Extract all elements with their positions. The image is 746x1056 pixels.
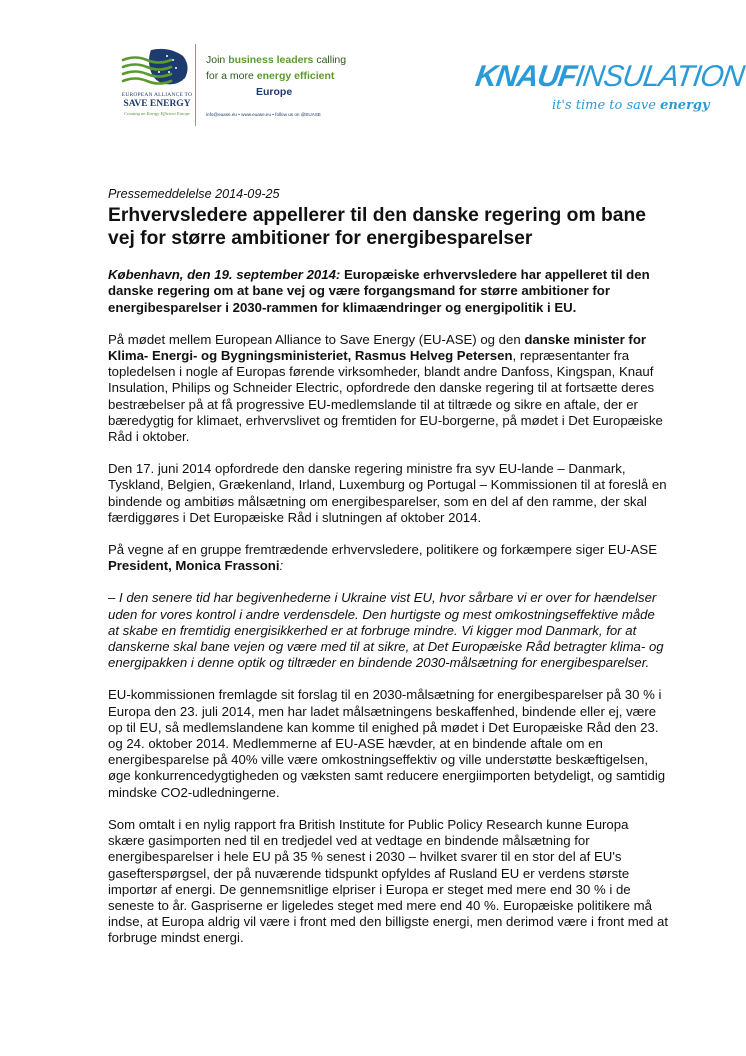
join-line1-post: calling (313, 54, 347, 66)
knauf-tagline-pre: it's time to save (552, 98, 661, 113)
paragraph-president-intro-part1: På vegne af en gruppe fremtrædende erhvervsledere, politikere og forkæmpere siger EU-ASE (108, 542, 658, 558)
join-banner-line3: Europe (256, 86, 293, 98)
knauf-tagline (552, 98, 710, 113)
join-line1-pre: Join (206, 54, 229, 66)
lead-location-date: København, den 19. september 2014: (108, 267, 341, 283)
euase-logo (117, 48, 193, 124)
paragraph-meeting (108, 332, 668, 445)
join-banner (198, 50, 346, 124)
president-quote: – I den senere tid har begivenhederne i Ukraine vist EU, hvor sårbare vi er over for hændelser uden for vores kontrol i andre verdensdele. Den hurtigste og mest omkostningseffektive måde at skabe en fremtidig energisikkerhed er at forbruge mindre. Vi kigger mod Danmark, for at danskerne skal bane vejen og være med til at sikre, at Det Europæiske Råd betragter klima- og energipakken i denne optik og tiltræder en bindende 2030-målsætning for energibesparelser. (108, 590, 664, 671)
paragraph-president-intro (108, 542, 668, 574)
paragraph-commission: EU-kommissionen fremlagde sit forslag til en 2030-målsætning for energibesparelser på 30 % i Europa den 23. juli 2014, men har ladet målsætningens beskaffenhed, bindende eller ej, være op til EU, så medlemslandene kan komme til enighed på mødet i Det Europæiske Råd den 23. og 24. oktober 2014. Medlemmerne af EU-ASE hævder, at en bindende aftale om en energibesparelse på 40% ville være omkostningseffektiv og ville understøtte beskæftigelsen, øge konkurrencedygtigheden og væksten samt reducere energiimporten betydeligt, og samtidig mindske CO2-udledningerne. (108, 687, 666, 800)
minister-name: danske minister for Klima- Energi- og Bygningsministeriet, Rasmus Helveg Petersen (108, 331, 647, 364)
press-release-title: Erhvervsledere appellerer til den danske regering om bane vej for større ambitioner for energibesparelser (108, 205, 646, 250)
euase-logo-tagline: Creating an Energy Efficient Europe (124, 111, 190, 116)
knauf-wordmark-thin: INSULATION (573, 60, 746, 93)
join-banner-contact: info@euase.eu • www.euase.eu • follow us on @EUASE (206, 112, 321, 117)
knauf-insulation-logo (473, 60, 746, 124)
join-line2-green: energy efficient (256, 70, 335, 82)
join-line2-pre: for a more (206, 70, 257, 82)
president-name: President, Monica Frassoni (108, 558, 280, 574)
lead-text: Europæiske erhvervsledere har appelleret til den danske regering om at bane vej og være forgangsmand for større ambitioner for energibesparelser i 2030-rammen for klimaændringer og energipolitik i EU. (108, 267, 650, 315)
paragraph-report: Som omtalt i en nylig rapport fra British Institute for Public Policy Research kunne Europa skære gasimporten ned til en tredjedel ved at vedtage en bindende målsætning for energibesparelser i hele EU på 35 % senest i 2030 – hvilket svarer til en stor del af EU's gasefterspørgsel, der på nuværende tidspunkt opfyldes af Rusland EU er verdens største importør af energi. De gennemsnitlige elpriser i Europa er steget med mere end 30 % i de seneste to år. Gaspriserne er ligeledes steget med mere end 40 %. Europæiske politikere må indse, at Europa aldrig vil være i front med den billigste energi, men derimod være i front med at forbruge mindst energi. (108, 816, 669, 946)
join-banner-line2 (206, 70, 334, 82)
euase-logo-line1: EUROPEAN ALLIANCE TO (121, 92, 193, 98)
press-release-dateline: Pressemeddelelse 2014-09-25 (108, 187, 280, 201)
paragraph-meeting-part2: , repræsentanter fra topledelsen i nogle af Europas førende virksomheder, blandt andre Danfoss, Kingspan, Knauf Insulation, Philips og Schneider Electric, opfordrede den danske regering til at fortsætte deres bestræbelser på at få progressive EU-medlemslande til at tiltræde og sikre en aftale, der er bæredygtig for klimaet, erhvervslivet og fremtiden for EU-borgerne, på mødet i Det Europæiske Råd i oktober. (108, 348, 663, 445)
join-banner-line1 (206, 54, 346, 66)
press-release-body (108, 186, 668, 963)
knauf-tagline-bold: energy (660, 98, 710, 113)
paragraph-president-intro-colon: : (279, 558, 284, 574)
europe-map-icon (121, 48, 191, 88)
logo-divider (195, 44, 196, 126)
lead-paragraph (108, 267, 668, 316)
paragraph-june: Den 17. juni 2014 opfordrede den danske regering ministre fra syv EU-lande – Danmark, Tyskland, Belgien, Grækenland, Irland, Luxemburg og Portugal – Kommissionen til at foreslå en bindende og ambitiøs målsætning om energibesparelser, som en del af den ramme, der skal færdiggøres i Det Europæiske Råd i slutningen af oktober 2014. (108, 461, 667, 525)
paragraph-meeting-part1: På mødet mellem European Alliance to Save Energy (EU-ASE) og den (108, 331, 525, 347)
euase-logo-line2: SAVE ENERGY (123, 99, 191, 109)
knauf-wordmark-bold: KNAUF (473, 60, 578, 93)
join-line1-green: business leaders (228, 54, 314, 66)
knauf-wordmark (473, 60, 746, 94)
